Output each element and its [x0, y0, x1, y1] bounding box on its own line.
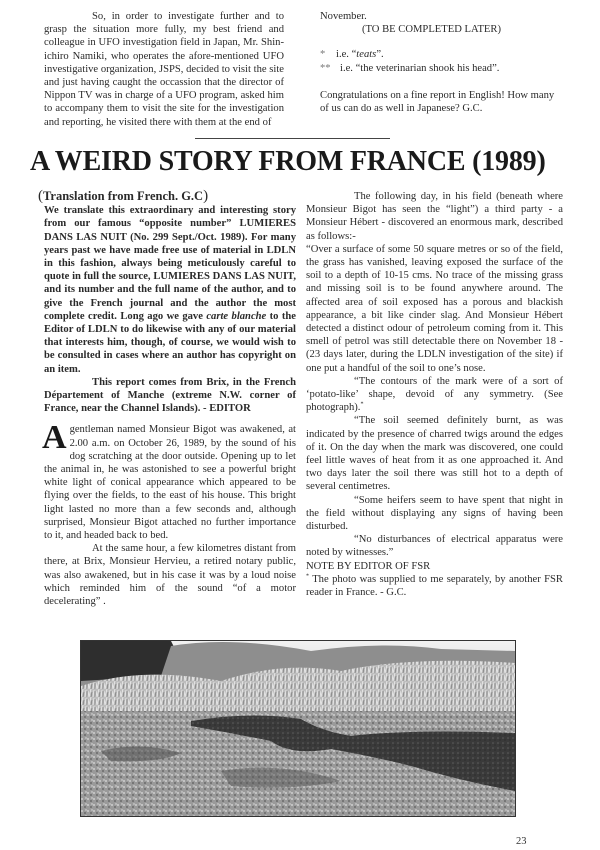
footnote-mark: * [306, 573, 309, 580]
quoted-paragraph: “Over a surface of some 50 square metres or so of the field, the grass has vanished, leaving exposed the surface of the soil to a depth of 10-15 cms. No trace of the missing grass and missing soil is to be found anywhere around. The affected area of soil exposed has a porous and blackish appearance, a bit like cinder slag. And Monsieur Hébert detected a distinct odour of petroleum coming from it. This smell of petrol was still detectable there on November 18 - (23 days later, during the LDLN investigation of the site) if one put a handful of the soil to one’s nose. [306, 243, 563, 374]
footnote-mark: * [320, 49, 326, 61]
page-number: 23 [516, 836, 527, 847]
quoted-paragraph: “The contours of the mark were of a sort of ‘potato-like’ shape, devoid of any symmetry. (See photograph).* [306, 375, 563, 414]
article-headline: A WEIRD STORY FROM FRANCE (1989) [30, 146, 546, 177]
quoted-paragraph: “The soil seemed definitely burnt, as was indicated by the presence of charred twigs around the edges of it. On the day when the mark was discovered, one could feel little waves of heat from it as one approached it. And two days later the soil there was still hot to a depth of several centimetres. [306, 415, 563, 493]
italic-phrase: carte blanche [206, 310, 267, 322]
quoted-paragraph: “No disturbances of electrical apparatus were noted by witnesses.” [306, 534, 563, 559]
section-divider [195, 138, 390, 139]
to-be-completed-note: (TO BE COMPLETED LATER) [362, 24, 501, 36]
footnote-italic: teats [356, 49, 377, 61]
story-paragraph: At the same hour, a few kilometres distant from there, at Brix, Monsieur Hervieu, a retired notary public, was also awakened, but in his case it was by a loud noise which reminded him of the sound “of a motor decelerating” . [44, 543, 296, 608]
previous-article-right-column [320, 10, 560, 115]
previous-article-left-column [44, 10, 284, 129]
previous-article-paragraph: So, in order to investigate further and to grasp the situation more fully, my best friend and colleague in UFO investigation field in Japan, Mr. Shin-ichiro Namiki, who operates the afore-mentioned UFO investigative organization, JSPS, decided to visit the site and just having caught the occassion that the director of Nippon TV was in charge of a UFO program, asked him to accompany them to visit the site for the investigation and reporting, he visited there with them at the end of [44, 11, 284, 128]
footnote: * i.e. “teats”. [320, 49, 384, 61]
report-source-note: This report comes from Brix, in the French Département of Manche (extreme N.W. corner of France, near the Channel Islands). - EDITOR [44, 376, 296, 415]
quoted-paragraph: “Some heifers seem to have spent that night in the field without displaying any signs of having been disturbed. [306, 494, 563, 533]
story-paragraph: The following day, in his field (beneath where Monsieur Bigot has seen the “light”) a third party - a Monsieur Hébert - discovered an enormous mark, described as follows:- [306, 191, 563, 242]
footnote-mark: * [360, 401, 364, 408]
field-photograph [80, 640, 516, 817]
editor-note: * The photo was supplied to me separately, by another FSR reader in France. - G.C. [306, 573, 563, 599]
editor-note-heading: NOTE BY EDITOR OF FSR [306, 560, 431, 572]
article-left-column [38, 188, 297, 608]
translation-note: (Translation from French. G.C) [38, 188, 209, 204]
drop-cap: A [42, 419, 67, 457]
editor-congratulations: Congratulations on a fine report in English! How many of us can do as well in Japanese? G.C. [320, 89, 555, 115]
footnote-mark: ** [320, 62, 331, 74]
article-right-column [306, 190, 563, 599]
footnote: ** i.e. “the veterinarian shook his head”. [320, 62, 500, 74]
continuation-text: November. [320, 11, 367, 22]
editor-introduction: We translate this extraordinary and interesting story from our famous “opposite number” LUMIERES DANS LAS NUIT (No. 299 Sept./Oct. 1989). For many years past we have made free use of material in LDLN in this fashion, always being meticulously careful to quote in full the source, LUMIERES DANS LAS NUIT, and its number and the full name of the author, and to give the French journal and the author the most complete credit. Long ago we gave carte blanche to the Editor of LDLN to do likewise with any of our material that interests him, though, of course, we would wish to be consulted in cases where an author has copyright on an item. [44, 205, 297, 375]
story-paragraph: Agentleman named Monsieur Bigot was awakened, at 2.00 a.m. on October 26, 1989, by the sound of his dog scratching at the door outside. Opening up to let the animal in, he was astonished to see a powerful bright white light of conical appearance which appeared to be flying over the fields, to the east of his house. This bright light lasted no more than a few seconds and, although surprised, Monsieur Bigot attached no further importance to it, and headed back to bed. [42, 419, 296, 542]
